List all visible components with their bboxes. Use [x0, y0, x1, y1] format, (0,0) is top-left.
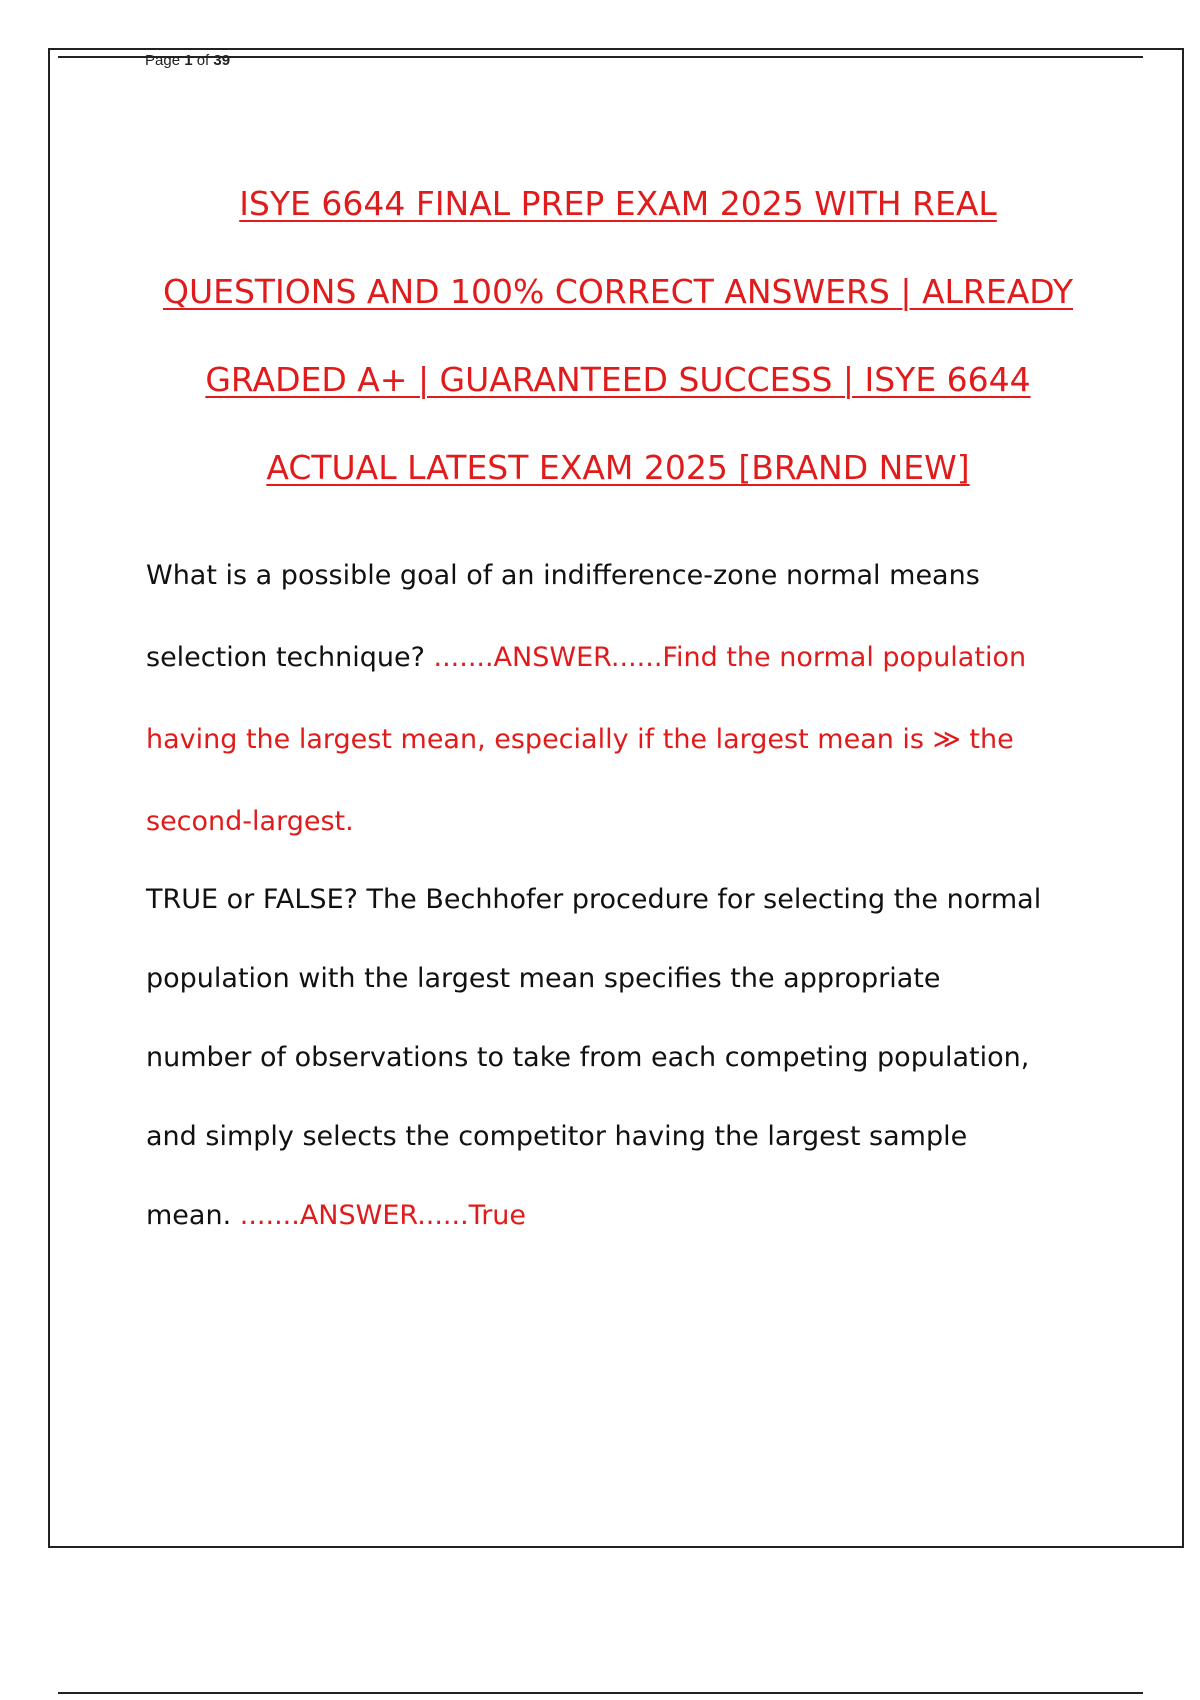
question-1-answer-line-3: having the largest mean, especially if the largest mean is ≫ the: [146, 724, 1014, 755]
question-1-line-1: What is a possible goal of an indifference-zone normal means: [146, 560, 980, 591]
title-line-1: ISYE 6644 FINAL PREP EXAM 2025 WITH REAL: [239, 184, 997, 223]
question-2-answer: .......ANSWER......True: [239, 1200, 527, 1231]
total-pages: 39: [213, 52, 231, 69]
title-line-4: ACTUAL LATEST EXAM 2025 [BRAND NEW]: [266, 448, 970, 487]
question-1-answer-start: .......ANSWER......Find the normal population: [433, 642, 1027, 673]
current-page: 1: [184, 52, 193, 69]
question-1: [146, 535, 1146, 863]
document-title: [58, 160, 1178, 512]
question-2-text-end: mean.: [146, 1200, 240, 1231]
question-1-answer-line-4: second-largest.: [146, 806, 354, 837]
question-1-line-2: [146, 617, 1146, 699]
page-number-label: Page 1 of 39: [145, 52, 231, 69]
question-1-text-end: selection technique?: [146, 642, 434, 673]
question-2-line-2: population with the largest mean specifies the appropriate: [146, 963, 941, 994]
title-line-3: GRADED A+ | GUARANTEED SUCCESS | ISYE 6644: [205, 360, 1031, 399]
title-line-2: QUESTIONS AND 100% CORRECT ANSWERS | ALREADY: [162, 272, 1074, 311]
question-2: [146, 860, 1146, 1255]
question-2-line-5: [146, 1176, 1146, 1255]
question-2-line-3: number of observations to take from each competing population,: [146, 1042, 1030, 1073]
question-2-line-4: and simply selects the competitor having the largest sample: [146, 1121, 968, 1152]
footer-rule: [58, 1692, 1143, 1694]
question-2-line-1: TRUE or FALSE? The Bechhofer procedure for selecting the normal: [146, 884, 1042, 915]
